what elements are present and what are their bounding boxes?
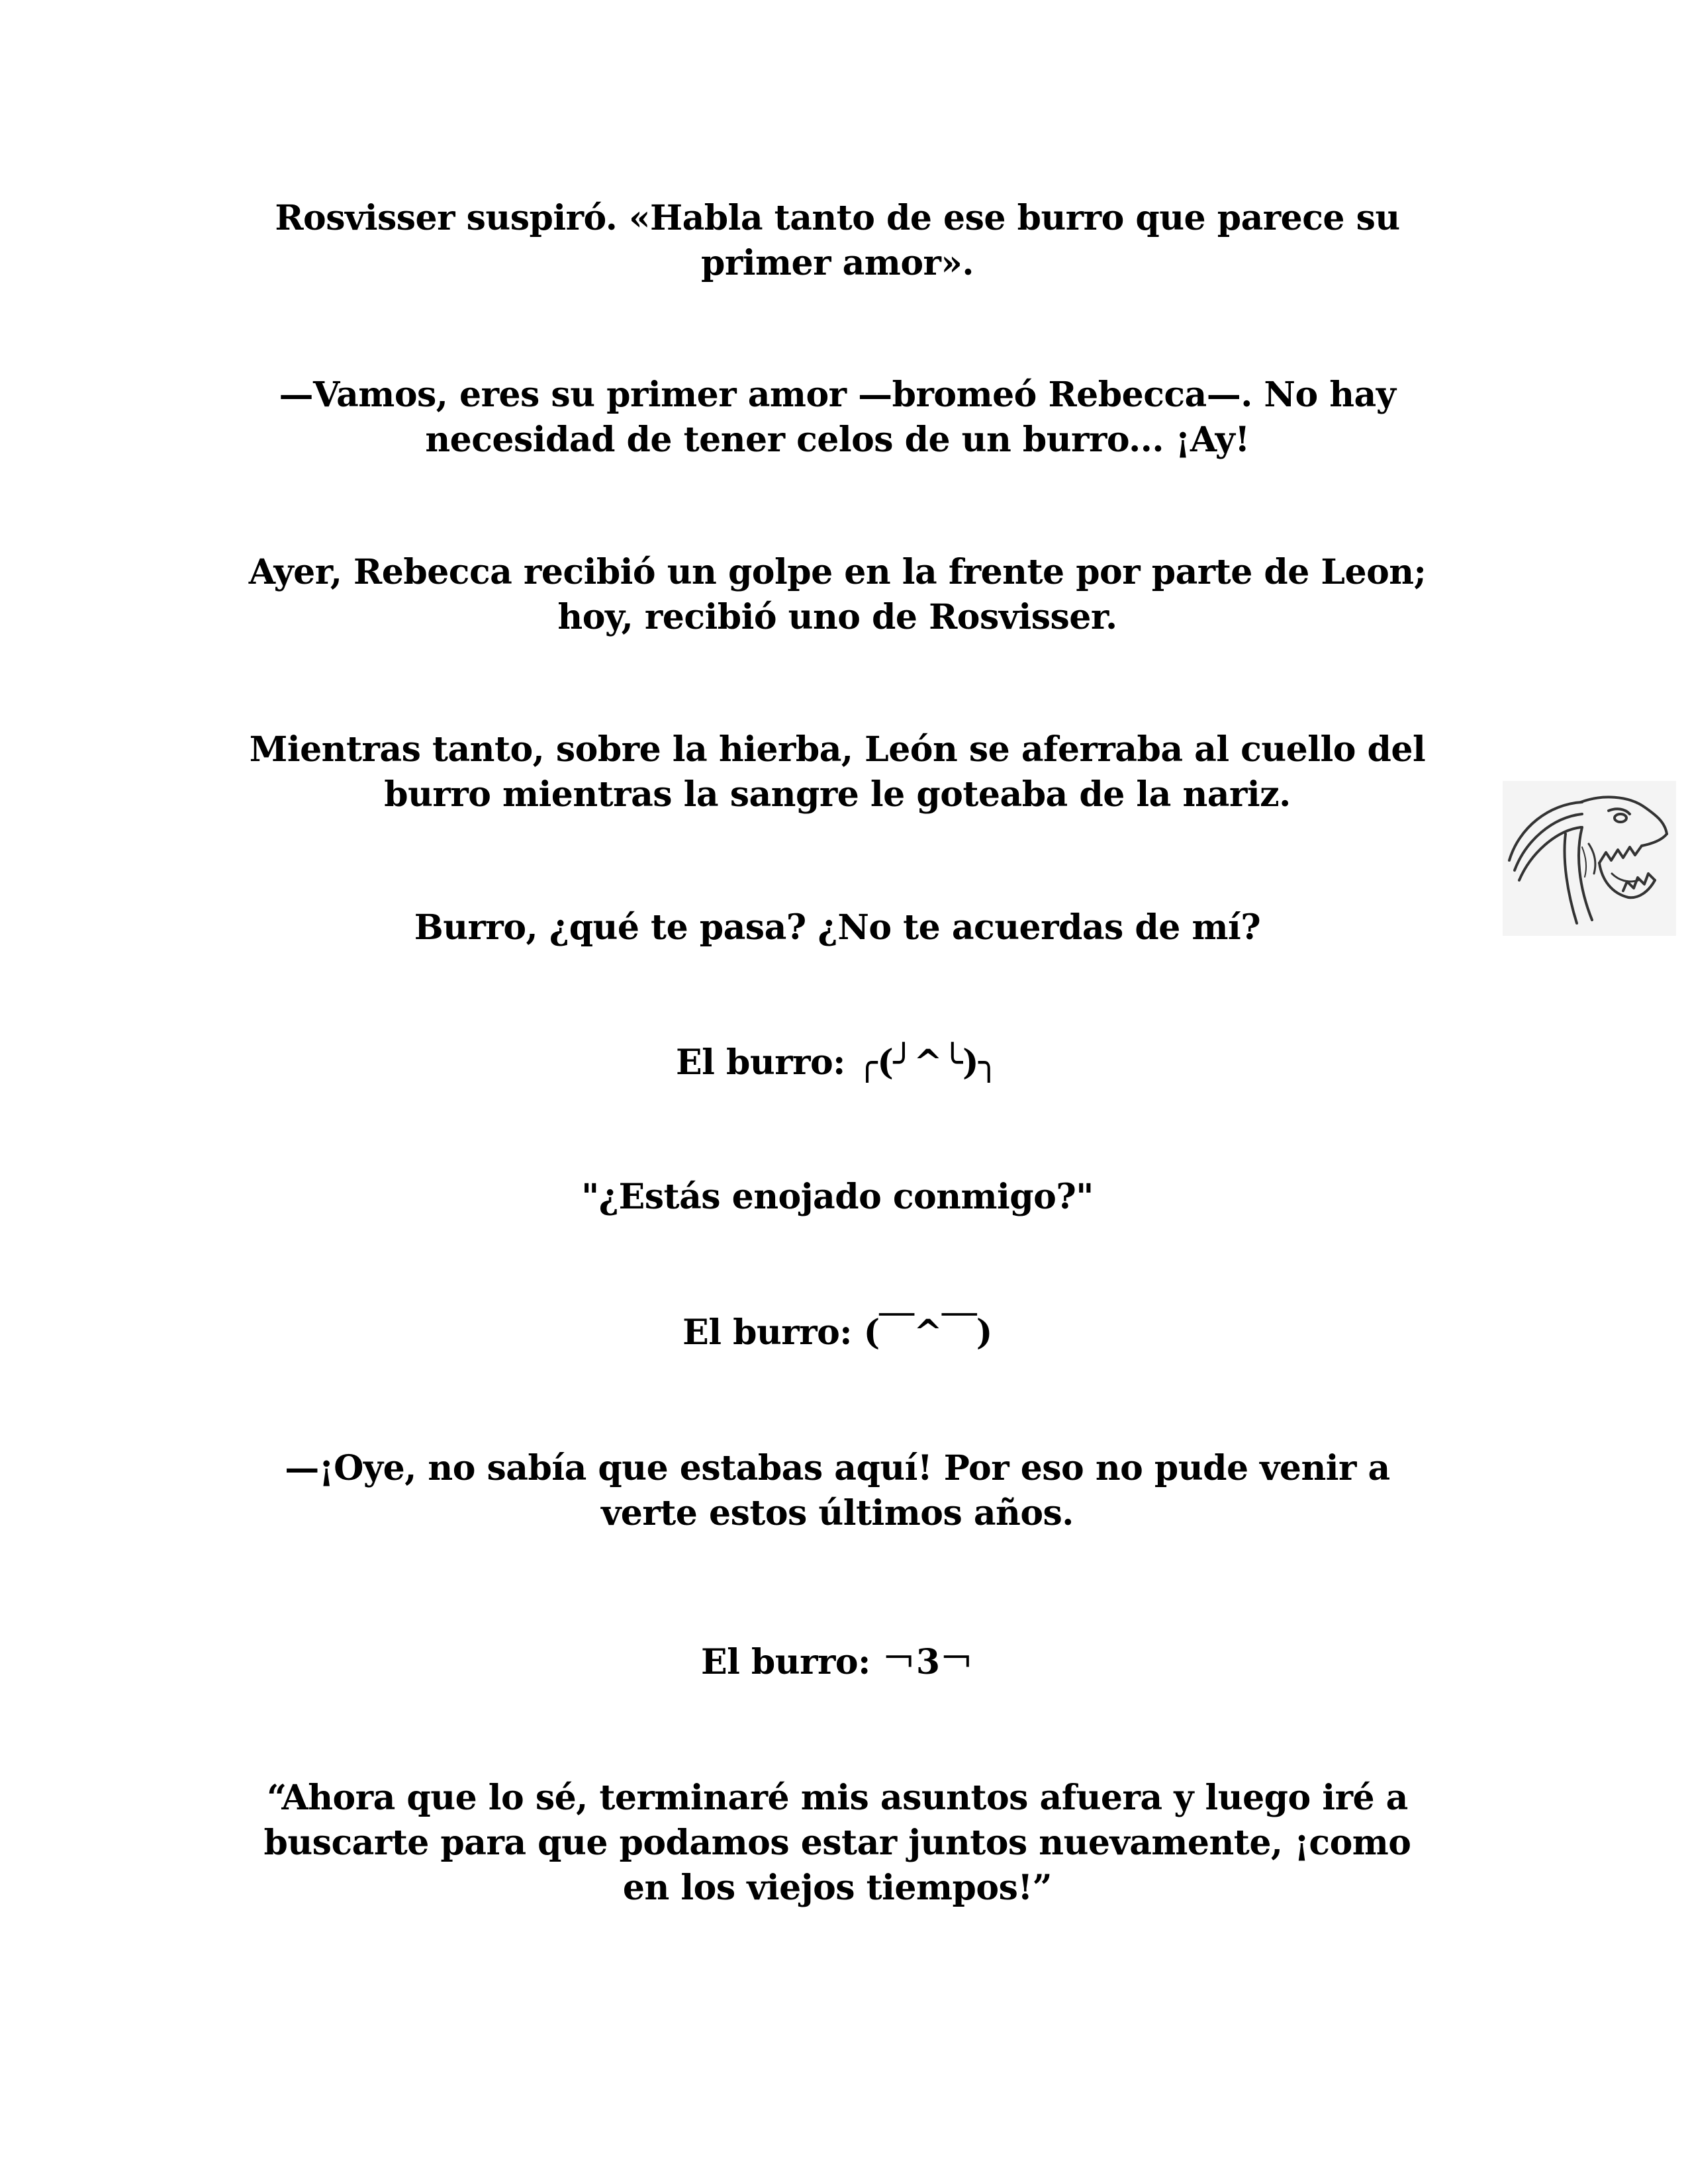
paragraph-leon-donkey [199, 727, 1476, 817]
paragraph-donkey-reply-1 [199, 1040, 1476, 1085]
paragraph-angry-question [199, 1175, 1476, 1220]
text-line: necesidad de tener celos de un burro... ¡Ay! [425, 420, 1250, 460]
text-line: —¡Oye, no sabía que estabas aquí! Por eso no pude venir a [285, 1448, 1390, 1488]
paragraph-promise [199, 1776, 1476, 1911]
paragraph-donkey-reply-3 [199, 1640, 1476, 1685]
dinosaur-head-icon [1503, 781, 1676, 936]
text-line: Mientras tanto, sobre la hierba, León se aferraba al cuello del [249, 729, 1426, 770]
text-line: El burro: ╭(╯^╰)╮ [676, 1042, 999, 1083]
paragraph-forehead-hit [199, 550, 1476, 640]
paragraph-didnt-know [199, 1446, 1476, 1536]
text-line: burro mientras la sangre le goteaba de la nariz. [384, 774, 1291, 815]
paragraph-donkey-reply-2 [199, 1310, 1476, 1355]
text-line: "¿Estás enojado conmigo?" [581, 1177, 1094, 1217]
text-line: verte estos últimos años. [601, 1493, 1074, 1533]
text-line: El burro: (￣^￣) [682, 1312, 992, 1353]
text-line: buscarte para que podamos estar juntos nuevamente, ¡como [263, 1823, 1411, 1863]
text-line: hoy, recibió uno de Rosvisser. [557, 597, 1117, 637]
paragraph-burro-question [199, 905, 1476, 950]
paragraph-rosvisser-sigh [199, 196, 1476, 286]
text-line: Burro, ¿qué te pasa? ¿No te acuerdas de mí? [414, 907, 1261, 948]
text-line: Ayer, Rebecca recibió un golpe en la frente por parte de Leon; [248, 552, 1427, 592]
text-line: Rosvisser suspiró. «Habla tanto de ese burro que parece su [275, 198, 1400, 238]
text-line: en los viejos tiempos!” [622, 1868, 1053, 1908]
text-line: primer amor». [700, 243, 974, 283]
text-line: “Ahora que lo sé, terminaré mis asuntos afuera y luego iré a [267, 1778, 1408, 1818]
dinosaur-logo [1503, 781, 1676, 936]
paragraph-rebecca-joke [199, 373, 1476, 463]
text-line: —Vamos, eres su primer amor —bromeó Rebecca—. No hay [279, 375, 1396, 415]
text-line: El burro: ￢3￢ [700, 1642, 974, 1682]
